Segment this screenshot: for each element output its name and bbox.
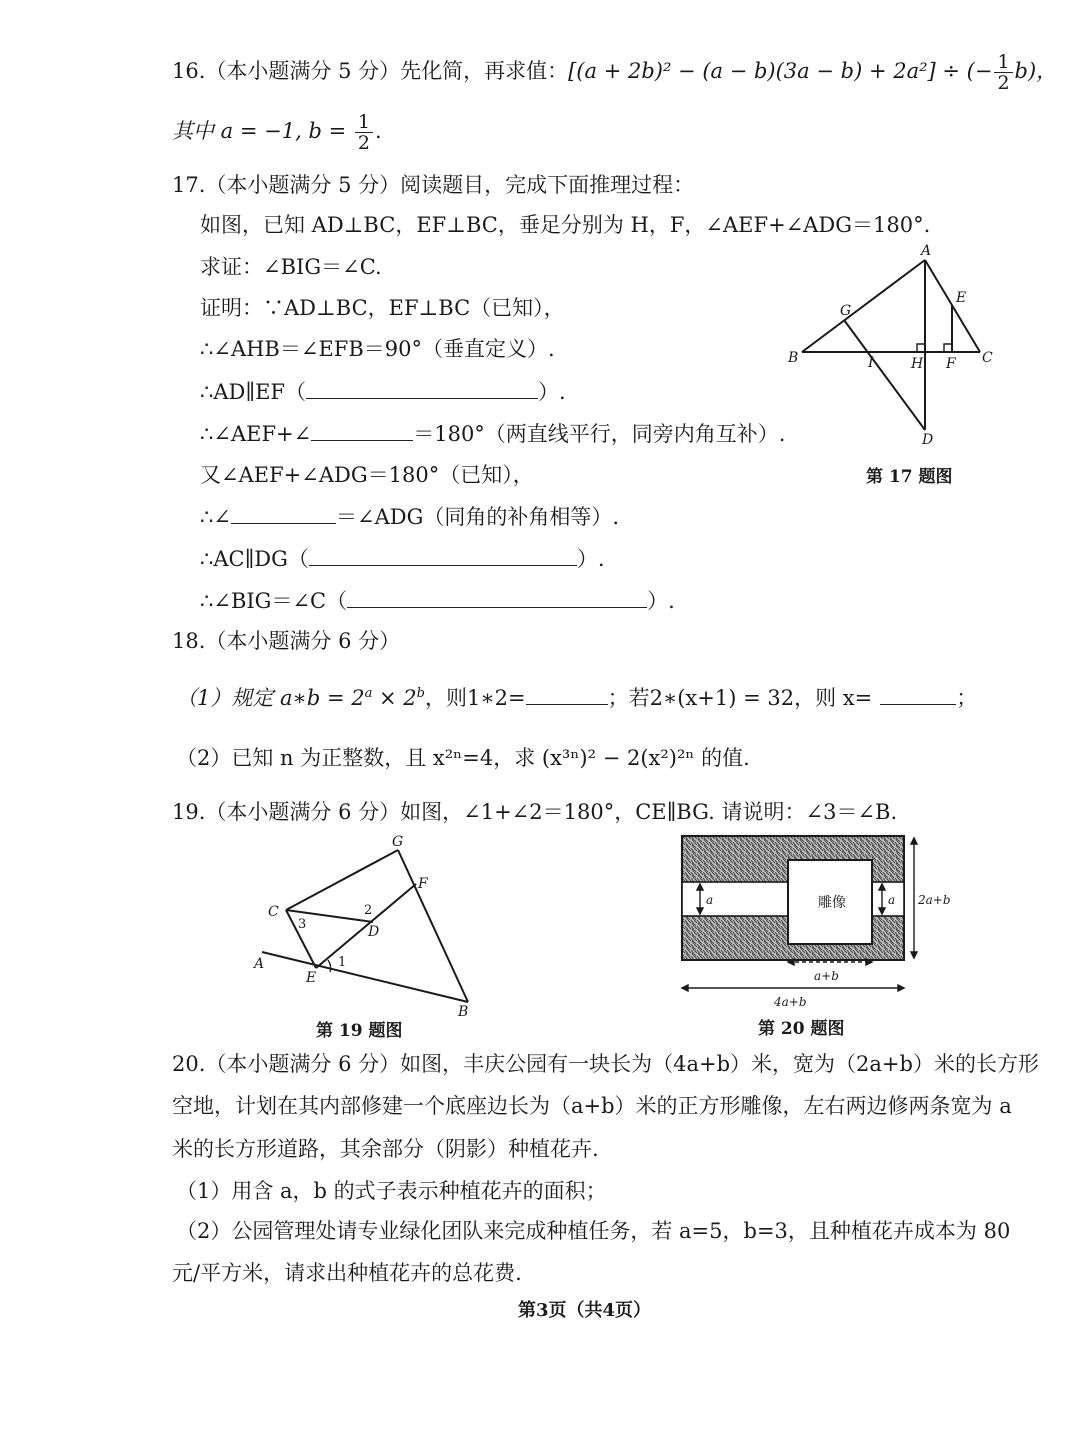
- page-footer: 第3页（共4页）: [518, 1300, 652, 1321]
- fig17-right-angle-h: [917, 344, 925, 352]
- fig20-statue-label: 雕像: [818, 895, 846, 911]
- fig17-label-a: A: [921, 243, 932, 259]
- q17-prove: 求证：∠BIG＝∠C.: [200, 255, 382, 279]
- q18-part1-ask: ，则1∗2=: [425, 686, 526, 710]
- fig20-caption: 第 20 题图: [758, 1019, 845, 1039]
- fig19-caption: 第 19 题图: [316, 1021, 403, 1041]
- fig19-label-d: D: [368, 924, 380, 940]
- fig19-label-3: 3: [298, 917, 307, 932]
- fig19-label-b: B: [458, 1004, 469, 1020]
- q18-part1-ask2: ；若2∗(x+1) = 32，则 x=: [607, 686, 873, 710]
- fig19-label-e: E: [306, 970, 317, 986]
- q17-blank-1[interactable]: [306, 376, 538, 399]
- q19-head: 19.（本小题满分 6 分）如图，∠1+∠2＝180°，CE∥BG. 请说明：∠3＝∠B.: [172, 800, 898, 824]
- q16-head: 16.（本小题满分 5 分）先化简，再求值：: [172, 59, 569, 83]
- fig19-label-2: 2: [364, 903, 373, 918]
- q17-step8: [200, 585, 675, 616]
- q16-frac-num: 1: [994, 52, 1012, 73]
- q17-step1: 证明：∵AD⊥BC，EF⊥BC（已知），: [200, 296, 565, 320]
- fig20-dim-length: 4a+b: [774, 995, 807, 1009]
- fig19-label-c: C: [268, 904, 279, 920]
- q17-step4-end: ＝180°（两直线平行，同旁内角互补）.: [413, 422, 786, 446]
- q18-part1-times: × 2: [372, 686, 417, 710]
- figure-19: [248, 832, 488, 1022]
- q17-step7-text: ∴AC∥DG（: [200, 547, 309, 571]
- q16-expression: [(a + 2b)² − (a − b)(3a − b) + 2a²] ÷ (−: [568, 59, 993, 83]
- q16-b-fraction: [355, 112, 373, 153]
- q20-part1: （1）用含 a，b 的式子表示种植花卉的面积；: [176, 1179, 607, 1203]
- q18-sup-b: b: [416, 686, 425, 701]
- q17-blank-4[interactable]: [309, 543, 577, 566]
- fig19-line-cg: [286, 850, 398, 910]
- q17-step8-text: ∴∠BIG＝∠C（: [200, 589, 348, 613]
- q20-line2: 空地，计划在其内部修建一个底座边长为（a+b）米的正方形雕像，左右两边修两条宽为 a: [172, 1094, 1012, 1118]
- fig17-label-d: D: [922, 432, 934, 448]
- q18-part1-end: ；: [956, 686, 978, 710]
- q18-part1: [176, 679, 977, 713]
- fig20-dim-a-right: a: [888, 893, 896, 907]
- q16-line2: [172, 112, 382, 153]
- q20-line3: 米的长方形道路，其余部分（阴影）种植花卉.: [172, 1137, 599, 1161]
- fig17-label-b: B: [788, 350, 799, 366]
- fig19-label-1: 1: [338, 955, 347, 970]
- q17-step5: 又∠AEF+∠ADG＝180°（已知），: [200, 463, 534, 487]
- q17-step6-end: ＝∠ADG（同角的补角相等）.: [335, 505, 620, 529]
- q17-step6-text: ∴∠: [200, 505, 231, 529]
- q16-fraction: [994, 52, 1012, 93]
- q20-part2-end: 元/平方米，请求出种植花卉的总花费.: [172, 1261, 522, 1285]
- q18-blank-2[interactable]: [880, 682, 956, 705]
- fig19-angle-1: [328, 960, 331, 972]
- fig17-line-gd: [844, 320, 925, 430]
- q17-step8-end: ）.: [647, 589, 675, 613]
- figure-17: [780, 240, 1000, 450]
- q17-step4-text: ∴∠AEF+∠: [200, 422, 312, 446]
- q18-blank-1[interactable]: [526, 682, 608, 705]
- q20-head: 20.（本小题满分 6 分）如图，丰庆公园有一块长为（4a+b）米，宽为（2a+b）米的长方形: [172, 1052, 1039, 1076]
- q18-part2: （2）已知 n 为正整数，且 x²ⁿ=4，求 (x³ⁿ)² − 2(x²)²ⁿ 的值.: [176, 746, 750, 770]
- figure-20: [676, 830, 956, 1012]
- q17-step3-end: ）.: [537, 380, 566, 404]
- q17-step6: [200, 501, 619, 532]
- q18-part1-def: （1）规定 a∗b = 2: [176, 686, 365, 710]
- q16-b-den: 2: [357, 132, 370, 154]
- fig19-label-f: F: [418, 876, 428, 892]
- q16-line2-end: .: [374, 119, 382, 143]
- q17-step3-text: ∴AD∥EF（: [200, 380, 306, 404]
- q17-blank-2[interactable]: [311, 418, 413, 441]
- q17-step7-end: ）.: [576, 547, 605, 571]
- fig20-dim-statue: a+b: [814, 969, 839, 983]
- fig17-label-e: E: [956, 290, 967, 306]
- fig17-line-ba: [802, 260, 925, 352]
- q17-given: 如图，已知 AD⊥BC，EF⊥BC，垂足分别为 H，F，∠AEF+∠ADG＝180°.: [200, 213, 931, 237]
- fig17-caption: 第 17 题图: [866, 467, 953, 487]
- fig17-label-h: H: [911, 356, 924, 372]
- fig19-line-ef: [316, 884, 416, 968]
- q18-head: 18.（本小题满分 6 分）: [172, 629, 401, 653]
- fig19-label-a: A: [254, 956, 265, 972]
- q17-step3: [200, 376, 566, 407]
- fig17-label-i: I: [868, 355, 874, 371]
- q17-step7: [200, 543, 605, 574]
- q17-head: 17.（本小题满分 5 分）阅读题目，完成下面推理过程：: [172, 173, 695, 197]
- q18-sup-a: a: [364, 686, 373, 701]
- q16-line1: [172, 52, 1057, 93]
- fig17-label-c: C: [982, 350, 993, 366]
- q17-step2: ∴∠AHB＝∠EFB＝90°（垂直定义）.: [200, 337, 555, 361]
- q20-part2: （2）公园管理处请专业绿化团队来完成种植任务，若 a=5，b=3，且种植花卉成本为 80: [176, 1219, 1011, 1243]
- fig19-line-gb: [398, 850, 468, 1002]
- q16-frac-den: 2: [997, 72, 1010, 94]
- fig20-dim-a-left: a: [706, 893, 714, 907]
- q16-b-num: 1: [355, 112, 373, 133]
- fig19-line-ab: [262, 952, 468, 1002]
- q17-blank-5[interactable]: [347, 585, 647, 608]
- q16-condition: 其中 a = −1, b =: [172, 119, 353, 143]
- fig17-label-g: G: [840, 303, 852, 319]
- q17-blank-3[interactable]: [231, 501, 336, 524]
- fig20-dim-height: 2a+b: [918, 893, 951, 907]
- q16-expression-tail: b)，: [1014, 59, 1058, 83]
- fig17-label-f: F: [946, 356, 956, 372]
- fig19-label-g: G: [392, 834, 404, 850]
- q17-step4: [200, 418, 785, 449]
- fig17-right-angle-f: [944, 344, 952, 352]
